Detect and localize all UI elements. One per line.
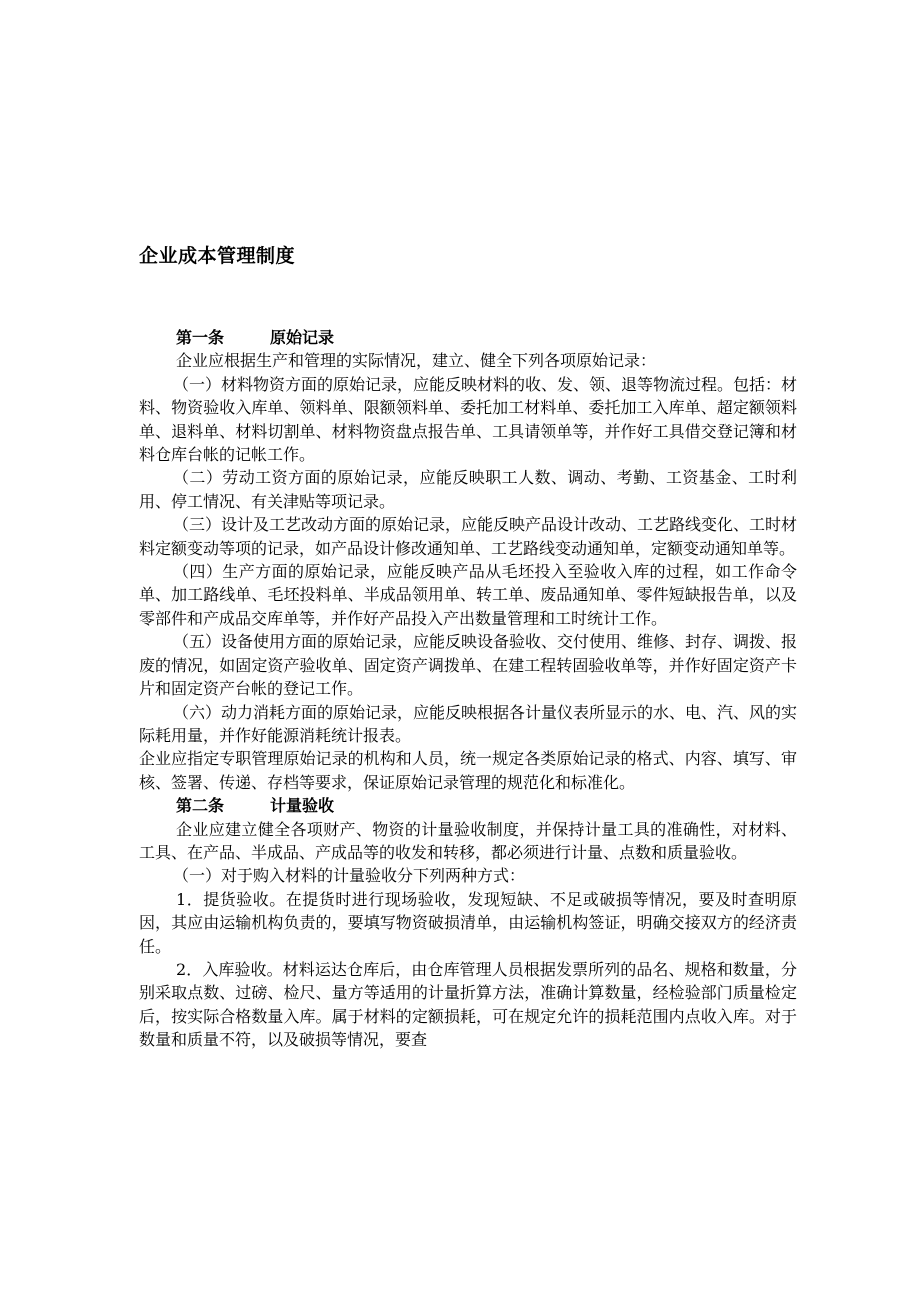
- paragraph: 企业应根据生产和管理的实际情况，建立、健全下列各项原始记录：: [176, 351, 657, 371]
- paragraph: （一）材料物资方面的原始记录，应能反映材料的收、发、领、退等物流过程。包括：材料、物资验收入库单、领料单、限额领料单、委托加工材料单、委托加工入库单、超定额领料单、退料单、材料切割单、材料物资盘点报告单、工具请领单等，并作好工具借交登记簿和材料仓库台帐的记帐工作。: [139, 374, 798, 465]
- article-heading: [139, 794, 797, 817]
- document-body: [139, 326, 797, 1052]
- paragraph: 2．入库验收。材料运达仓库后，由仓库管理人员根据发票所列的品名、规格和数量，分别采取点数、过磅、检尺、量方等适用的计量折算方法，准确计算数量，经检验部门质量检定后，按实际合格数量入库。属于材料的定额损耗，可在规定允许的损耗范围内点收入库。对于数量和质量不符，以及破损等情况，要查: [139, 959, 797, 1050]
- article-heading: [139, 326, 797, 349]
- paragraph: （四）生产方面的原始记录，应能反映产品从毛坯投入至验收入库的过程，如工作命令单、加工路线单、毛坯投料单、半成品领用单、转工单、废品通知单、零件短缺报告单，以及零部件和产成品交库单等，并作好产品投入产出数量管理和工时统计工作。: [139, 562, 797, 628]
- article-number: 第二条: [176, 796, 225, 816]
- article-number: 第一条: [176, 328, 225, 347]
- article-title: 原始记录: [270, 328, 335, 347]
- paragraph: （二）劳动工资方面的原始记录，应能反映职工人数、调动、考勤、工资基金、工时利用、停工情况、有关津贴等项记录。: [139, 468, 797, 511]
- paragraph: （五）设备使用方面的原始记录，应能反映设备验收、交付使用、维修、封存、调拨、报废的情况，如固定资产验收单、固定资产调拨单、在建工程转固验收单等，并作好固定资产卡片和固定资产台帐的登记工作。: [139, 632, 798, 699]
- paragraph: （六）动力消耗方面的原始记录，应能反映根据各计量仪表所显示的水、电、汽、风的实际耗用量，并作好能源消耗统计报表。: [139, 702, 798, 745]
- paragraph: 1．提货验收。在提货时进行现场验收，发现短缺、不足或破损等情况，要及时查明原因，其应由运输机构负责的，要填写物资破损清单，由运输机构签证，明确交接双方的经济责任。: [139, 889, 797, 956]
- paragraph: 企业应建立健全各项财产、物资的计量验收制度，并保持计量工具的准确性，对材料、工具、在产品、半成品、产成品等的收发和转移，都必须进行计量、点数和质量验收。: [139, 819, 797, 862]
- paragraph: 企业应指定专职管理原始记录的机构和人员，统一规定各类原始记录的格式、内容、填写、审核、签署、传递、存档等要求，保证原始记录管理的规范化和标准化。: [139, 749, 797, 792]
- document-title: 企业成本管理制度: [139, 245, 296, 267]
- article-title: 计量验收: [270, 796, 335, 816]
- paragraph: （一）对于购入材料的计量验收分下列两种方式：: [173, 866, 526, 886]
- paragraph: （三）设计及工艺改动方面的原始记录，应能反映产品设计改动、工艺路线变化、工时材料定额变动等项的记录，如产品设计修改通知单、工艺路线变动通知单，定额变动通知单等。: [139, 515, 798, 558]
